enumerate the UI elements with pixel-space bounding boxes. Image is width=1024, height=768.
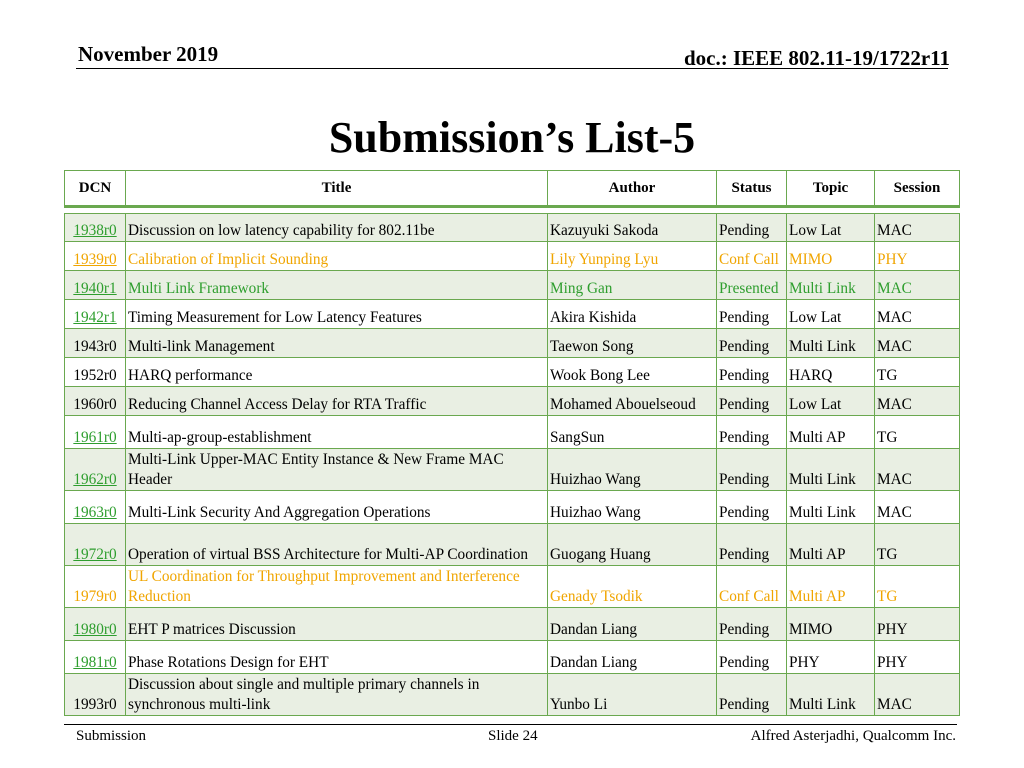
cell-topic: Multi Link [787, 329, 875, 358]
cell-author: Akira Kishida [548, 300, 717, 329]
cell-author: Huizhao Wang [548, 491, 717, 524]
table-row [65, 416, 960, 449]
cell-dcn: 1943r0 [65, 329, 126, 358]
cell-dcn: 1952r0 [65, 358, 126, 387]
cell-dcn[interactable] [65, 416, 126, 449]
dcn-link[interactable]: 1980r0 [73, 621, 117, 638]
cell-dcn[interactable] [65, 524, 126, 566]
cell-session: MAC [875, 449, 960, 491]
cell-dcn[interactable] [65, 641, 126, 674]
cell-dcn: 1993r0 [65, 674, 126, 716]
cell-topic: PHY [787, 641, 875, 674]
dcn-link[interactable]: 1940r1 [73, 280, 117, 297]
table-row [65, 271, 960, 300]
footer-slide-number: Slide 24 [488, 728, 538, 744]
column-header-title: Title [126, 171, 548, 207]
cell-session: TG [875, 566, 960, 608]
cell-status: Presented [717, 271, 787, 300]
dcn-link[interactable]: 1981r0 [73, 654, 117, 671]
dcn-link[interactable]: 1962r0 [73, 471, 117, 488]
cell-topic: Multi Link [787, 674, 875, 716]
footer-divider [64, 724, 957, 725]
table-row [65, 491, 960, 524]
cell-status: Pending [717, 387, 787, 416]
cell-author: Dandan Liang [548, 641, 717, 674]
cell-title: Discussion on low latency capability for 802.11be [126, 214, 548, 242]
cell-author: Yunbo Li [548, 674, 717, 716]
column-header-author: Author [548, 171, 717, 207]
cell-status: Conf Call [717, 242, 787, 271]
cell-status: Pending [717, 329, 787, 358]
cell-title: Phase Rotations Design for EHT [126, 641, 548, 674]
cell-status: Pending [717, 300, 787, 329]
table-row [65, 387, 960, 416]
dcn-link[interactable]: 1963r0 [73, 504, 117, 521]
column-header-dcn: DCN [65, 171, 126, 207]
cell-dcn[interactable] [65, 608, 126, 641]
cell-topic: MIMO [787, 608, 875, 641]
slide-title: Submission’s List-5 [328, 113, 696, 162]
header-date: November 2019 [78, 42, 219, 66]
table-row [65, 566, 960, 608]
cell-status: Conf Call [717, 566, 787, 608]
table-body [65, 207, 960, 716]
header-doc-id: doc.: IEEE 802.11-19/1722r11 [683, 46, 950, 70]
cell-author: Kazuyuki Sakoda [548, 214, 717, 242]
cell-topic: Multi Link [787, 449, 875, 491]
cell-session: MAC [875, 300, 960, 329]
cell-dcn[interactable] [65, 214, 126, 242]
table-row [65, 242, 960, 271]
cell-session: MAC [875, 214, 960, 242]
cell-author: Dandan Liang [548, 608, 717, 641]
cell-title: Multi-Link Upper-MAC Entity Instance & New Frame MAC Header [126, 449, 548, 491]
cell-dcn[interactable] [65, 300, 126, 329]
cell-title: Multi-Link Security And Aggregation Operations [126, 491, 548, 524]
cell-session: MAC [875, 491, 960, 524]
cell-title: Multi Link Framework [126, 271, 548, 300]
cell-title: Timing Measurement for Low Latency Features [126, 300, 548, 329]
cell-dcn[interactable] [65, 491, 126, 524]
header-divider [76, 68, 948, 69]
table-row [65, 300, 960, 329]
cell-author: Guogang Huang [548, 524, 717, 566]
cell-session: MAC [875, 674, 960, 716]
cell-status: Pending [717, 608, 787, 641]
cell-session: PHY [875, 242, 960, 271]
cell-dcn[interactable] [65, 271, 126, 300]
cell-dcn: 1960r0 [65, 387, 126, 416]
cell-title: Discussion about single and multiple primary channels in synchronous multi-link [126, 674, 548, 716]
footer-submission: Submission [76, 728, 147, 744]
cell-topic: Low Lat [787, 387, 875, 416]
table-row [65, 358, 960, 387]
cell-topic: Multi Link [787, 271, 875, 300]
cell-session: TG [875, 524, 960, 566]
footer-author: Alfred Asterjadhi, Qualcomm Inc. [750, 728, 956, 744]
cell-topic: Multi AP [787, 524, 875, 566]
column-header-session: Session [875, 171, 960, 207]
cell-dcn[interactable] [65, 449, 126, 491]
cell-topic: MIMO [787, 242, 875, 271]
cell-author: Mohamed Abouelseoud [548, 387, 717, 416]
header-gap-row [65, 207, 960, 214]
table-row [65, 214, 960, 242]
cell-status: Pending [717, 674, 787, 716]
cell-session: PHY [875, 608, 960, 641]
cell-title: Calibration of Implicit Sounding [126, 242, 548, 271]
cell-status: Pending [717, 416, 787, 449]
cell-status: Pending [717, 358, 787, 387]
cell-status: Pending [717, 641, 787, 674]
cell-title: UL Coordination for Throughput Improvement and Interference Reduction [126, 566, 548, 608]
cell-dcn[interactable] [65, 242, 126, 271]
cell-title: EHT P matrices Discussion [126, 608, 548, 641]
cell-author: SangSun [548, 416, 717, 449]
table-row [65, 674, 960, 716]
dcn-link[interactable]: 1939r0 [73, 251, 117, 268]
cell-title: Reducing Channel Access Delay for RTA Traffic [126, 387, 548, 416]
cell-status: Pending [717, 449, 787, 491]
table-row [65, 449, 960, 491]
cell-topic: Multi AP [787, 416, 875, 449]
cell-topic: HARQ [787, 358, 875, 387]
cell-author: Ming Gan [548, 271, 717, 300]
cell-author: Wook Bong Lee [548, 358, 717, 387]
table-row [65, 641, 960, 674]
cell-title: Multi-link Management [126, 329, 548, 358]
cell-author: Taewon Song [548, 329, 717, 358]
dcn-link[interactable]: 1961r0 [73, 429, 117, 446]
cell-session: TG [875, 358, 960, 387]
cell-status: Pending [717, 524, 787, 566]
submissions-table [64, 170, 960, 716]
cell-session: MAC [875, 329, 960, 358]
dcn-link[interactable]: 1938r0 [73, 222, 117, 239]
cell-session: MAC [875, 271, 960, 300]
cell-topic: Low Lat [787, 300, 875, 329]
column-header-status: Status [717, 171, 787, 207]
table-row [65, 329, 960, 358]
cell-status: Pending [717, 491, 787, 524]
cell-topic: Multi Link [787, 491, 875, 524]
cell-topic: Low Lat [787, 214, 875, 242]
cell-status: Pending [717, 214, 787, 242]
cell-title: Operation of virtual BSS Architecture for Multi-AP Coordination [126, 524, 548, 566]
column-header-topic: Topic [787, 171, 875, 207]
table-header-row [65, 171, 960, 207]
cell-topic: Multi AP [787, 566, 875, 608]
cell-title: HARQ performance [126, 358, 548, 387]
table-row [65, 524, 960, 566]
table-row [65, 608, 960, 641]
dcn-link[interactable]: 1942r1 [73, 309, 117, 326]
cell-session: PHY [875, 641, 960, 674]
cell-title: Multi-ap-group-establishment [126, 416, 548, 449]
cell-session: TG [875, 416, 960, 449]
cell-author: Genady Tsodik [548, 566, 717, 608]
cell-author: Lily Yunping Lyu [548, 242, 717, 271]
cell-dcn: 1979r0 [65, 566, 126, 608]
dcn-link[interactable]: 1972r0 [73, 546, 117, 563]
cell-author: Huizhao Wang [548, 449, 717, 491]
cell-session: MAC [875, 387, 960, 416]
